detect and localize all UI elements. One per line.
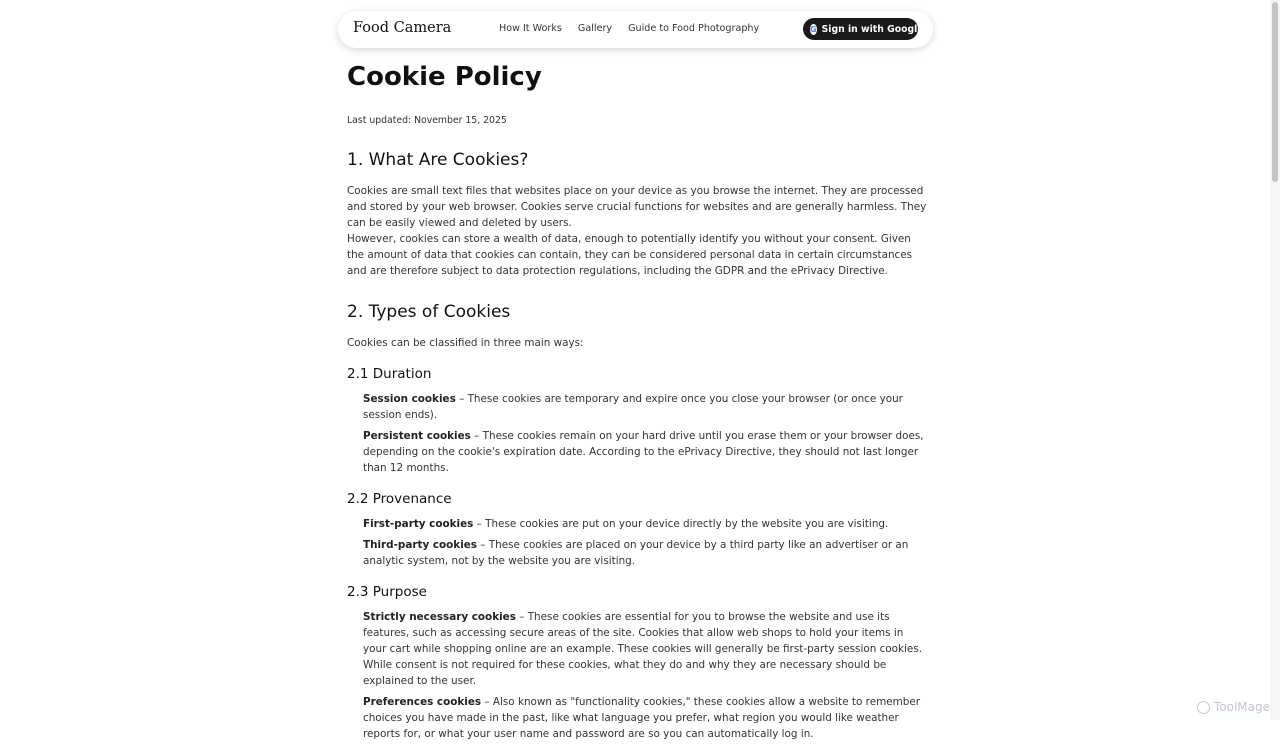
top-navbar — [338, 11, 933, 48]
last-updated: Last updated: November 15, 2025 — [347, 114, 927, 127]
list-item-text: – These cookies are temporary and expire once you close your browser (or once your session ends). — [363, 393, 903, 421]
section-heading-types-of-cookies: 2. Types of Cookies — [347, 301, 927, 323]
list-item — [363, 609, 927, 689]
list-item — [363, 537, 927, 569]
watermark-logo-icon — [1197, 701, 1210, 714]
paragraph: Cookies can be classified in three main ways: — [347, 335, 927, 351]
list-item-text: – These cookies remain on your hard drive until you erase them or your browser does, depending on the cookie's expiration date. According to the ePrivacy Directive, they should not last longer than 12 months. — [363, 430, 924, 474]
paragraph: Cookies are small text files that websites place on your device as you browse the internet. They are processed and stored by your web browser. Cookies serve crucial functions for websites and are generally harmless. They can be easily viewed and deleted by users. — [347, 183, 927, 231]
nav-link-how-it-works[interactable]: How It Works — [499, 23, 562, 34]
list-item-term: Strictly necessary cookies — [363, 611, 516, 623]
list-item — [363, 391, 927, 423]
watermark-text: ToolMage — [1214, 700, 1270, 714]
list-item — [363, 694, 927, 742]
list-item-term: First-party cookies — [363, 518, 473, 530]
paragraph: However, cookies can store a wealth of data, enough to potentially identify you without your consent. Given the amount of data that cookies can contain, they can be considered personal data in certain circumstances and are therefore subject to data protection regulations, including the GDPR and the ePrivacy Directive. — [347, 231, 927, 279]
google-signin-button[interactable] — [803, 18, 918, 40]
subsection-heading-purpose: 2.3 Purpose — [347, 583, 927, 601]
nav-link-gallery[interactable]: Gallery — [578, 23, 612, 34]
google-icon: G — [810, 24, 817, 35]
section-heading-what-are-cookies: 1. What Are Cookies? — [347, 149, 927, 171]
list-item — [363, 516, 927, 532]
scrollbar[interactable] — [1270, 0, 1280, 720]
page-title: Cookie Policy — [347, 60, 927, 94]
subsection-heading-duration: 2.1 Duration — [347, 365, 927, 383]
brand-logo[interactable]: Food Camera — [353, 20, 451, 36]
list-provenance — [347, 516, 927, 569]
list-purpose — [347, 609, 927, 742]
google-signin-label: Sign in with Google — [822, 24, 924, 35]
nav-link-guide[interactable]: Guide to Food Photography — [628, 23, 759, 34]
scrollbar-thumb[interactable] — [1272, 2, 1278, 182]
subsection-heading-provenance: 2.2 Provenance — [347, 490, 927, 508]
list-item-term: Session cookies — [363, 393, 456, 405]
nav-links — [499, 23, 775, 34]
watermark — [1197, 700, 1270, 714]
list-item — [363, 428, 927, 476]
list-item-text: – Also known as "functionality cookies," these cookies allow a website to remember choices you have made in the past, like what language you prefer, what region you would like weather reports for, or what your user name and password are so you can automatically log in. — [363, 696, 920, 740]
list-item-term: Persistent cookies — [363, 430, 471, 442]
list-item-term: Preferences cookies — [363, 696, 481, 708]
list-item-text: – These cookies are put on your device directly by the website you are visiting. — [473, 518, 888, 530]
list-item-text: – These cookies are essential for you to browse the website and use its features, such as accessing secure areas of the site. Cookies that allow web shops to hold your items in your cart while shopping online are an example. These cookies will generally be first-party session cookies. While consent is not required for these cookies, what they do and why they are necessary should be explained to the user. — [363, 611, 922, 687]
list-item-term: Third-party cookies — [363, 539, 477, 551]
main-content — [347, 60, 927, 747]
list-duration — [347, 391, 927, 476]
list-item-text: – These cookies are placed on your device by a third party like an advertiser or an analytic system, not by the website you are visiting. — [363, 539, 908, 567]
